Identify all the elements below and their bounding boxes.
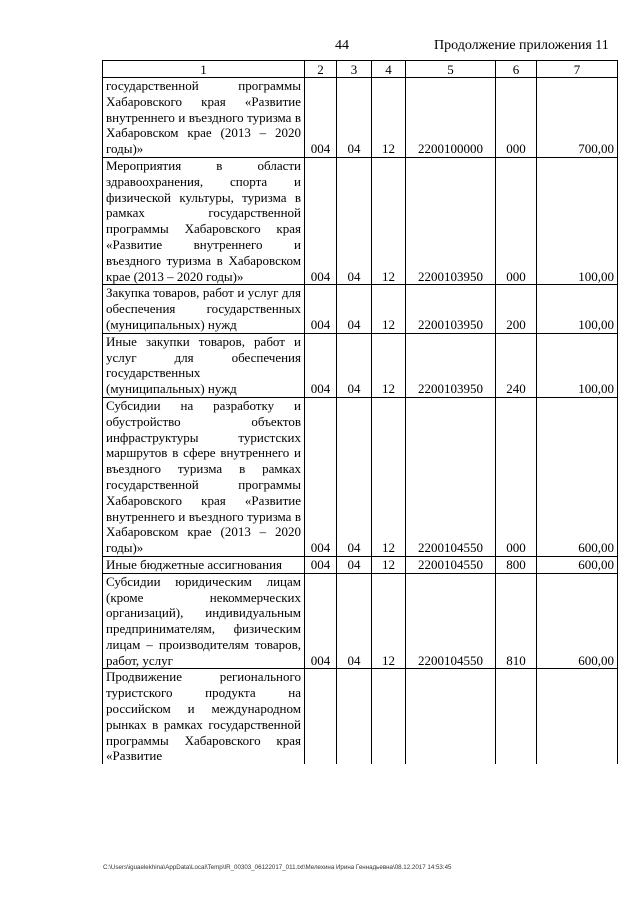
row-target-article bbox=[406, 669, 496, 764]
row-amount: 700,00 bbox=[537, 78, 618, 158]
row-ministry: 004 bbox=[305, 573, 337, 669]
row-subsection: 12 bbox=[372, 573, 406, 669]
row-name: Мероприятия в области здравоохранения, спорта и физической культуры, туризма в рамках государственной программы Хабаровского края «Развитие внутреннего и въездного туризма в Хабаровском крае (2013 – 2020 годы)» bbox=[103, 157, 305, 284]
row-ministry: 004 bbox=[305, 556, 337, 573]
row-target-article: 2200103950 bbox=[406, 285, 496, 333]
col-header-3: 3 bbox=[337, 61, 372, 78]
row-name: Закупка товаров, работ и услуг для обеспечения государственных (муниципальных) нужд bbox=[103, 285, 305, 333]
row-expense-type bbox=[496, 669, 537, 764]
row-name: Иные бюджетные ассигнования bbox=[103, 556, 305, 573]
row-subsection: 12 bbox=[372, 333, 406, 397]
table-row bbox=[103, 285, 618, 333]
row-ministry bbox=[305, 669, 337, 764]
table-row bbox=[103, 573, 618, 669]
row-section: 04 bbox=[337, 333, 372, 397]
row-name: Субсидии на разработку и обустройство объектов инфраструктуры туристских маршрутов в сфере внутреннего и въездного туризма в рамках государственной программы Хабаровского края «Развитие внутреннего и въездного туризма в Хабаровском крае (2013 – 2020 годы)» bbox=[103, 397, 305, 556]
continuation-title: Продолжение приложения 11 bbox=[434, 38, 609, 53]
col-header-2: 2 bbox=[305, 61, 337, 78]
row-name: государственной программы Хабаровского края «Развитие внутреннего и въездного туризма в Хабаровском крае (2013 – 2020 годы)» bbox=[103, 78, 305, 158]
row-expense-type: 810 bbox=[496, 573, 537, 669]
row-ministry: 004 bbox=[305, 78, 337, 158]
page-number: 44 bbox=[335, 38, 349, 53]
row-subsection: 12 bbox=[372, 157, 406, 284]
row-target-article: 2200104550 bbox=[406, 397, 496, 556]
row-amount: 600,00 bbox=[537, 573, 618, 669]
row-target-article: 2200104550 bbox=[406, 556, 496, 573]
row-expense-type: 800 bbox=[496, 556, 537, 573]
row-section: 04 bbox=[337, 397, 372, 556]
row-ministry: 004 bbox=[305, 285, 337, 333]
footer-file-path: C:\Users\iguaelekhina\AppData\Local\Temp\IR_00303_06122017_011.txt\Мелехина Ирина Геннадьевна\08.12.2017 14:53:45 bbox=[103, 864, 452, 871]
row-amount: 600,00 bbox=[537, 556, 618, 573]
row-section: 04 bbox=[337, 556, 372, 573]
row-amount: 100,00 bbox=[537, 285, 618, 333]
row-subsection: 12 bbox=[372, 78, 406, 158]
col-header-6: 6 bbox=[496, 61, 537, 78]
row-amount: 600,00 bbox=[537, 397, 618, 556]
table-row bbox=[103, 669, 618, 764]
row-expense-type: 000 bbox=[496, 157, 537, 284]
row-subsection: 12 bbox=[372, 556, 406, 573]
table-row bbox=[103, 78, 618, 158]
row-section: 04 bbox=[337, 78, 372, 158]
row-subsection: 12 bbox=[372, 397, 406, 556]
row-section: 04 bbox=[337, 285, 372, 333]
row-target-article: 2200104550 bbox=[406, 573, 496, 669]
row-name: Иные закупки товаров, работ и услуг для обеспечения государственных (муниципальных) нужд bbox=[103, 333, 305, 397]
header-row bbox=[103, 61, 618, 78]
table-row bbox=[103, 556, 618, 573]
col-header-1: 1 bbox=[103, 61, 305, 78]
row-expense-type: 200 bbox=[496, 285, 537, 333]
row-subsection: 12 bbox=[372, 285, 406, 333]
row-amount bbox=[537, 669, 618, 764]
row-target-article: 2200103950 bbox=[406, 333, 496, 397]
budget-table bbox=[102, 60, 618, 764]
table-row bbox=[103, 333, 618, 397]
row-target-article: 2200103950 bbox=[406, 157, 496, 284]
row-ministry: 004 bbox=[305, 333, 337, 397]
row-name: Субсидии юридическим лицам (кроме некоммерческих организаций), индивидуальным предпринимателям, физическим лицам – производителям товаров, работ, услуг bbox=[103, 573, 305, 669]
row-section: 04 bbox=[337, 157, 372, 284]
col-header-4: 4 bbox=[372, 61, 406, 78]
table-row bbox=[103, 397, 618, 556]
table-row bbox=[103, 157, 618, 284]
table-header bbox=[103, 61, 618, 78]
row-ministry: 004 bbox=[305, 157, 337, 284]
col-header-7: 7 bbox=[537, 61, 618, 78]
row-section bbox=[337, 669, 372, 764]
row-section: 04 bbox=[337, 573, 372, 669]
col-header-5: 5 bbox=[406, 61, 496, 78]
row-ministry: 004 bbox=[305, 397, 337, 556]
row-target-article: 2200100000 bbox=[406, 78, 496, 158]
row-subsection bbox=[372, 669, 406, 764]
row-expense-type: 000 bbox=[496, 397, 537, 556]
row-amount: 100,00 bbox=[537, 333, 618, 397]
row-name: Продвижение регионального туристского продукта на российском и международном рынках в рамках государственной программы Хабаровского края «Развитие bbox=[103, 669, 305, 764]
table-body bbox=[103, 78, 618, 765]
row-expense-type: 000 bbox=[496, 78, 537, 158]
row-expense-type: 240 bbox=[496, 333, 537, 397]
row-amount: 100,00 bbox=[537, 157, 618, 284]
